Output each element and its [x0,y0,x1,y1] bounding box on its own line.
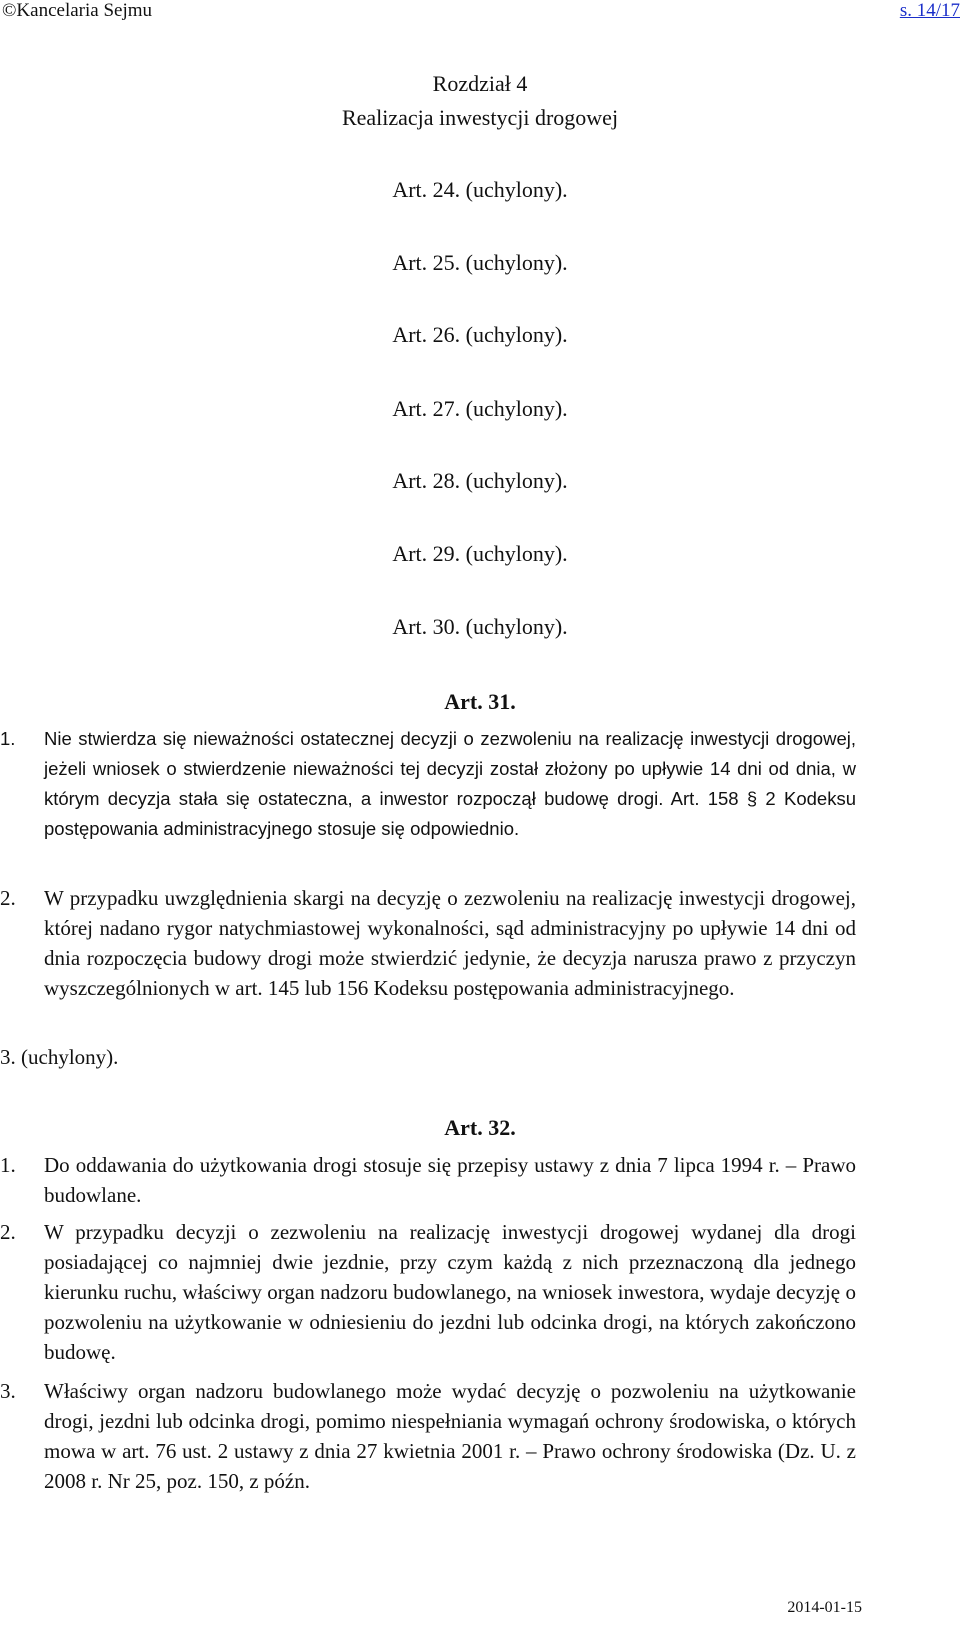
art32-paragraph-2 [0,1217,856,1367]
paragraph-number: 3. [0,1379,16,1403]
repealed-article: Art. 24. (uchylony). [392,177,568,202]
repealed-article: Art. 30. (uchylony). [392,614,568,639]
paragraph-number: 2. [0,1220,16,1244]
art32-paragraph-1 [0,1150,856,1210]
paragraph-number: 1. [0,1153,16,1177]
art31-paragraph-1 [0,724,856,844]
copyright-text: ©Kancelaria Sejmu [2,0,153,21]
art31-paragraph-3: 3. (uchylony). [0,1045,119,1069]
repealed-article: Art. 28. (uchylony). [392,468,568,493]
repealed-article: Art. 29. (uchylony). [392,541,568,566]
repealed-article: Art. 26. (uchylony). [392,322,568,347]
art32-heading: Art. 32. [444,1115,516,1140]
paragraph-number: 1. [0,728,16,749]
art31-paragraph-2 [0,883,856,1003]
page-header [0,0,960,26]
footer-date: 2014-01-15 [787,1599,862,1616]
chapter-title: Realizacja inwestycji drogowej [341,105,619,130]
page-number-link[interactable]: s. 14/17 [899,0,960,21]
paragraph-text: Właściwy organ nadzoru budowlanego może wydać decyzję o pozwoleniu na użytkowanie drogi, jezdni lub odcinka drogi, pomimo niespełniania wymagań ochrony środowiska, o których mowa w art. 76 ust. 2 ustawy z dnia 27 kwietnia 2001 r. – Prawo ochrony środowiska (Dz. U. z 2008 r. Nr 25, poz. 150, z późn. [44,1379,856,1493]
paragraph-number: 2. [0,886,16,910]
chapter-heading [0,67,960,135]
repealed-article: Art. 25. (uchylony). [392,250,568,275]
page-number[interactable] [900,0,960,22]
art31-heading: Art. 31. [444,689,516,714]
paragraph-text: Do oddawania do użytkowania drogi stosuje się przepisy ustawy z dnia 7 lipca 1994 r. – Prawo budowlane. [44,1153,856,1207]
paragraph-text: Nie stwierdza się nieważności ostatecznej decyzji o zezwoleniu na realizację inwestycji drogowej, jeżeli wniosek o stwierdzenie nieważności tej decyzji został złożony po upływie 14 dni od dnia, w którym decyzja stała się ostateczna, a inwestor rozpoczął budowę drogi. Art. 158 § 2 Kodeksu postępowania administracyjnego stosuje się odpowiednio. [44,728,856,839]
paragraph-text: W przypadku uwzględnienia skargi na decyzję o zezwoleniu na realizację inwestycji drogowej, której nadano rygor natychmiastowej wykonalności, sąd administracyjny po upływie 14 dni od dnia rozpoczęcia budowy drogi może stwierdzić jedynie, że decyzja narusza prawo z przyczyn wyszczególnionych w art. 145 lub 156 Kodeksu postępowania administracyjnego. [44,886,856,1000]
paragraph-text: W przypadku decyzji o zezwoleniu na realizację inwestycji drogowej wydanej dla drogi posiadającej co najmniej dwie jezdnie, przy czym każdą z nich przeznaczoną dla jednego kierunku ruchu, właściwy organ nadzoru budowlanego, na wniosek inwestora, wydaje decyzję o pozwoleniu na użytkowanie w odniesieniu do jezdni lub odcinka drogi, na których zakończono budowę. [44,1220,856,1364]
repealed-article: Art. 27. (uchylony). [392,396,568,421]
art32-paragraph-3 [0,1376,856,1496]
chapter-number: Rozdział 4 [432,71,528,96]
